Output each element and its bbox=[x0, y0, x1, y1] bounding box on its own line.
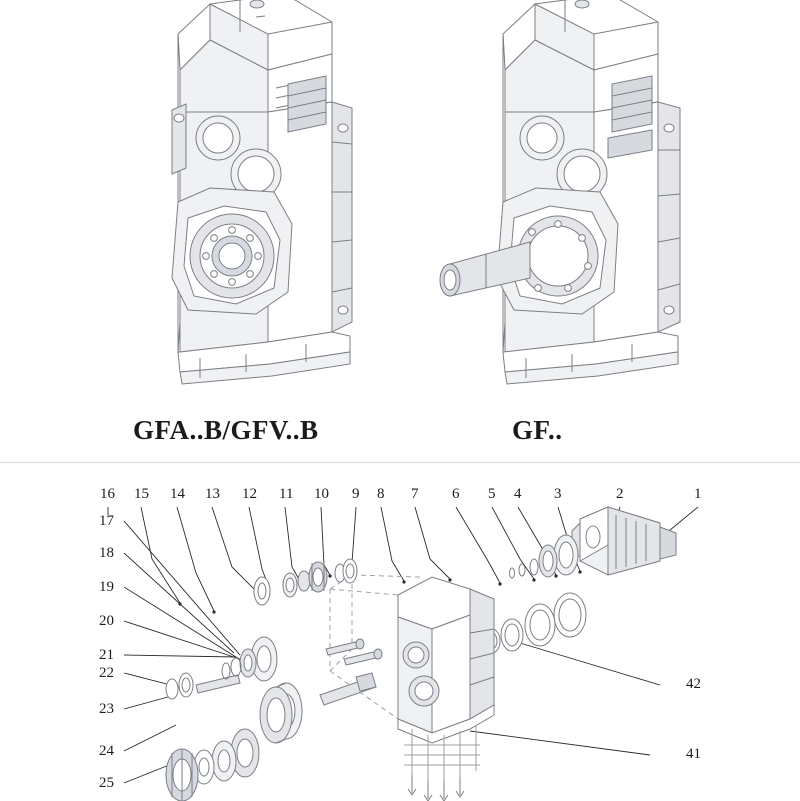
callout-12: 12 bbox=[242, 486, 257, 502]
callout-5: 5 bbox=[488, 486, 496, 502]
callout-16: 16 bbox=[100, 486, 115, 502]
callout-2: 2 bbox=[616, 486, 624, 502]
callout-4: 4 bbox=[514, 486, 522, 502]
exploded-view-section bbox=[0, 462, 800, 801]
callout-22: 22 bbox=[99, 665, 114, 681]
gearbox-right-drawing bbox=[390, 0, 730, 390]
callout-20: 20 bbox=[99, 613, 114, 629]
callout-14: 14 bbox=[170, 486, 185, 502]
callout-11: 11 bbox=[279, 486, 294, 502]
callout-23: 23 bbox=[99, 701, 114, 717]
caption-gf: GF.. bbox=[512, 415, 563, 445]
callout-42: 42 bbox=[686, 676, 701, 692]
exploded-gearbox-assembly-icon bbox=[0, 463, 800, 801]
callout-41: 41 bbox=[686, 746, 701, 762]
caption-gfa-gfv: GFA..B/GFV..B bbox=[133, 415, 319, 445]
callout-21: 21 bbox=[99, 647, 114, 663]
callout-25: 25 bbox=[99, 775, 114, 791]
callout-19: 19 bbox=[99, 579, 114, 595]
gearbox-isometric-shaft-icon bbox=[390, 0, 730, 390]
gearbox-left-drawing bbox=[60, 0, 390, 392]
callout-10: 10 bbox=[314, 486, 329, 502]
callout-8: 8 bbox=[377, 486, 385, 502]
callout-6: 6 bbox=[452, 486, 460, 502]
callout-17: 17 bbox=[99, 513, 114, 529]
callout-9: 9 bbox=[352, 486, 360, 502]
callout-24: 24 bbox=[99, 743, 114, 759]
callout-18: 18 bbox=[99, 545, 114, 561]
callout-13: 13 bbox=[205, 486, 220, 502]
callout-15: 15 bbox=[134, 486, 149, 502]
callout-1: 1 bbox=[694, 486, 702, 502]
gearbox-isometric-icon bbox=[60, 0, 390, 392]
callout-3: 3 bbox=[554, 486, 562, 502]
callout-7: 7 bbox=[411, 486, 419, 502]
